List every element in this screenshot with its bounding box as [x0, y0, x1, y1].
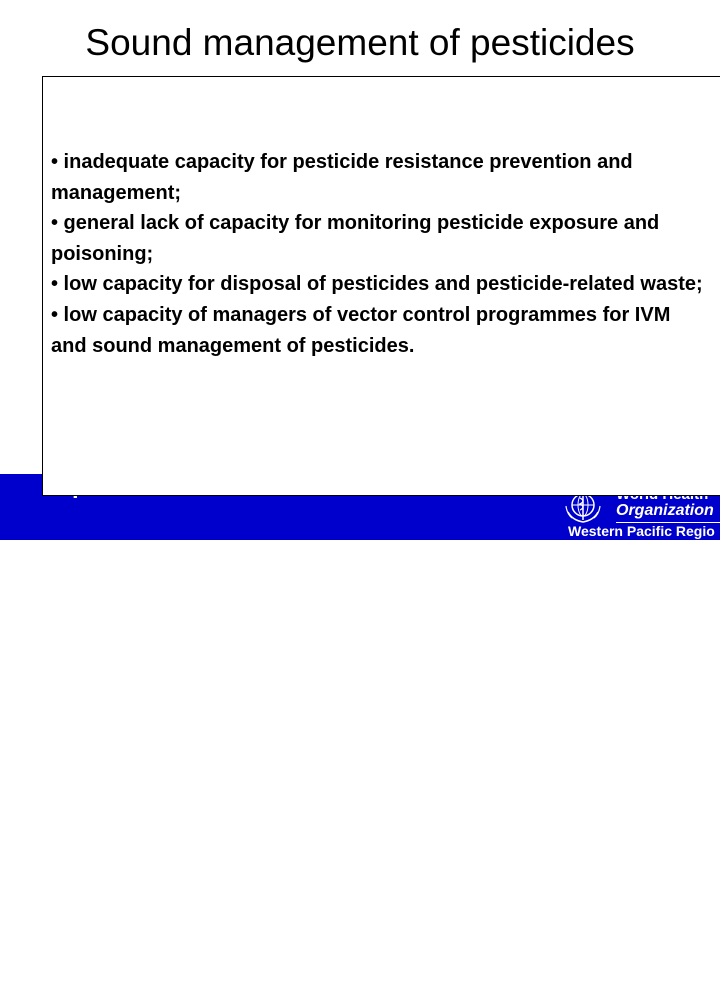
overlay-text-box [42, 76, 720, 496]
bullet-item-disposal: • low capacity for disposal of pesticides and pesticide-related waste; [51, 273, 703, 296]
who-name-line2: Organization [616, 502, 714, 519]
footer-divider [50, 980, 51, 1002]
slide-number: 11 [20, 985, 32, 997]
slide-title: Sound management of pesticides [85, 22, 635, 63]
bullet-item-managers: • low capacity of managers of vector control programmes for IVM and sound management of pesticides. [51, 303, 671, 357]
bullet-item-resistance: • inadequate capacity for pesticide resistance prevention and management; [51, 151, 633, 204]
bullet-item-monitoring: • general lack of capacity for monitoring pesticide exposure and poisoning; [51, 212, 660, 265]
who-region-label: Western Pacific Regio [568, 523, 715, 539]
bullet-list [51, 147, 711, 361]
